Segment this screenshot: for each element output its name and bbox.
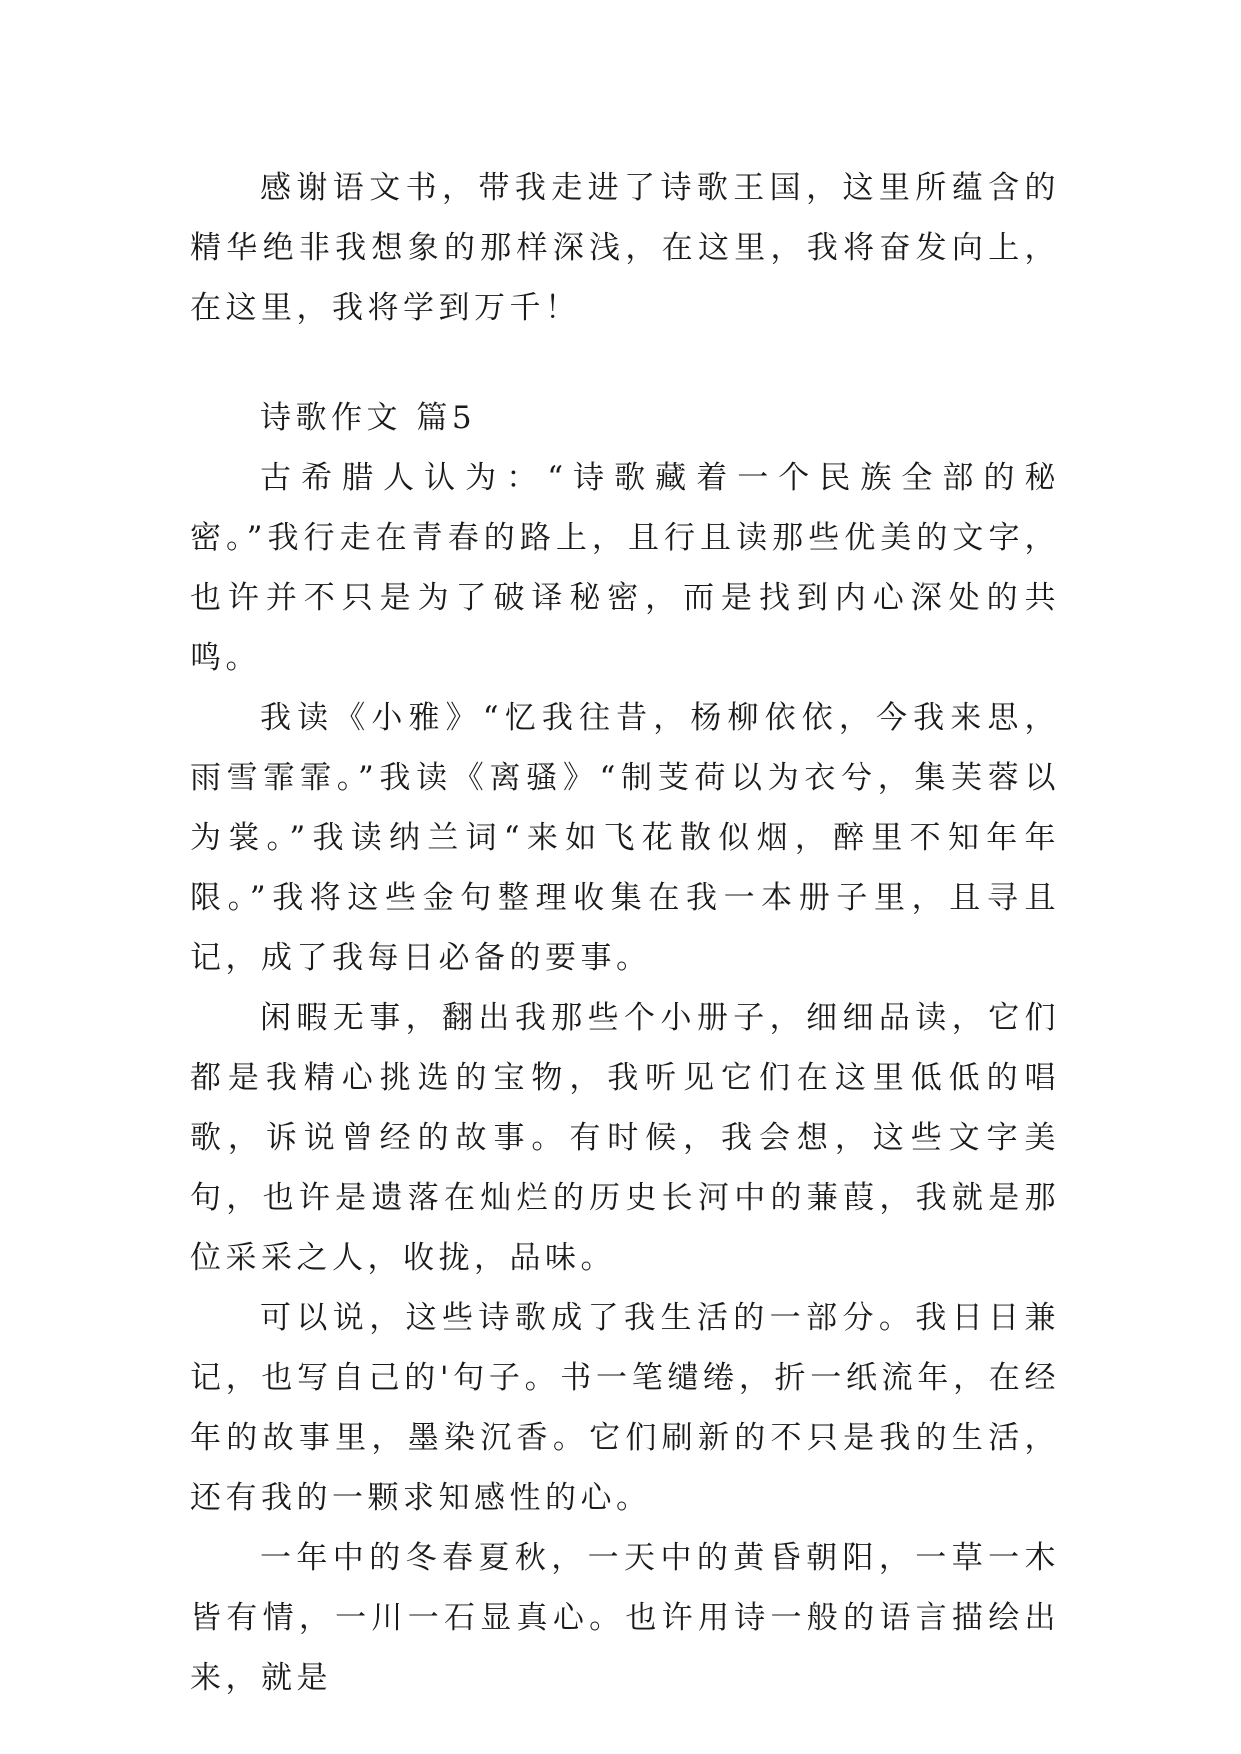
paragraph-2: 我读《小雅》“忆我往昔，杨柳依依，今我来思，雨雪霏霏。”我读《离骚》“制芰荷以为衣兮，集芙蓉以为裳。”我读纳兰词“来如飞花散似烟，醉里不知年年限。”我将这些金句整理收集在我一本册子里，且寻且记，成了我每日必备的要事。 [190, 700, 1060, 976]
document-body [190, 158, 1060, 1708]
paragraph-1: 古希腊人认为：“诗歌藏着一个民族全部的秘密。”我行走在青春的路上，且行且读那些优美的文字，也许并不只是为了破译秘密，而是找到内心深处的共鸣。 [190, 460, 1060, 676]
paragraph-3: 闲暇无事，翻出我那些个小册子，细细品读，它们都是我精心挑选的宝物，我听见它们在这里低低的唱歌，诉说曾经的故事。有时候，我会想，这些文字美句，也许是遗落在灿烂的历史长河中的蒹葭，我就是那位采采之人，收拢，品味。 [190, 1000, 1060, 1276]
paragraph-intro: 感谢语文书，带我走进了诗歌王国，这里所蕴含的精华绝非我想象的那样深浅，在这里，我将奋发向上，在这里，我将学到万千！ [190, 170, 1060, 326]
paragraph-5: 一年中的冬春夏秋，一天中的黄昏朝阳，一草一木皆有情，一川一石显真心。也许用诗一般的语言描绘出来，就是 [190, 1540, 1060, 1696]
section-heading: 诗歌作文 篇5 [260, 400, 477, 436]
paragraph-4: 可以说，这些诗歌成了我生活的一部分。我日日兼记，也写自己的'句子。书一笔缱绻，折一纸流年，在经年的故事里，墨染沉香。它们刷新的不只是我的生活，还有我的一颗求知感性的心。 [190, 1300, 1060, 1516]
